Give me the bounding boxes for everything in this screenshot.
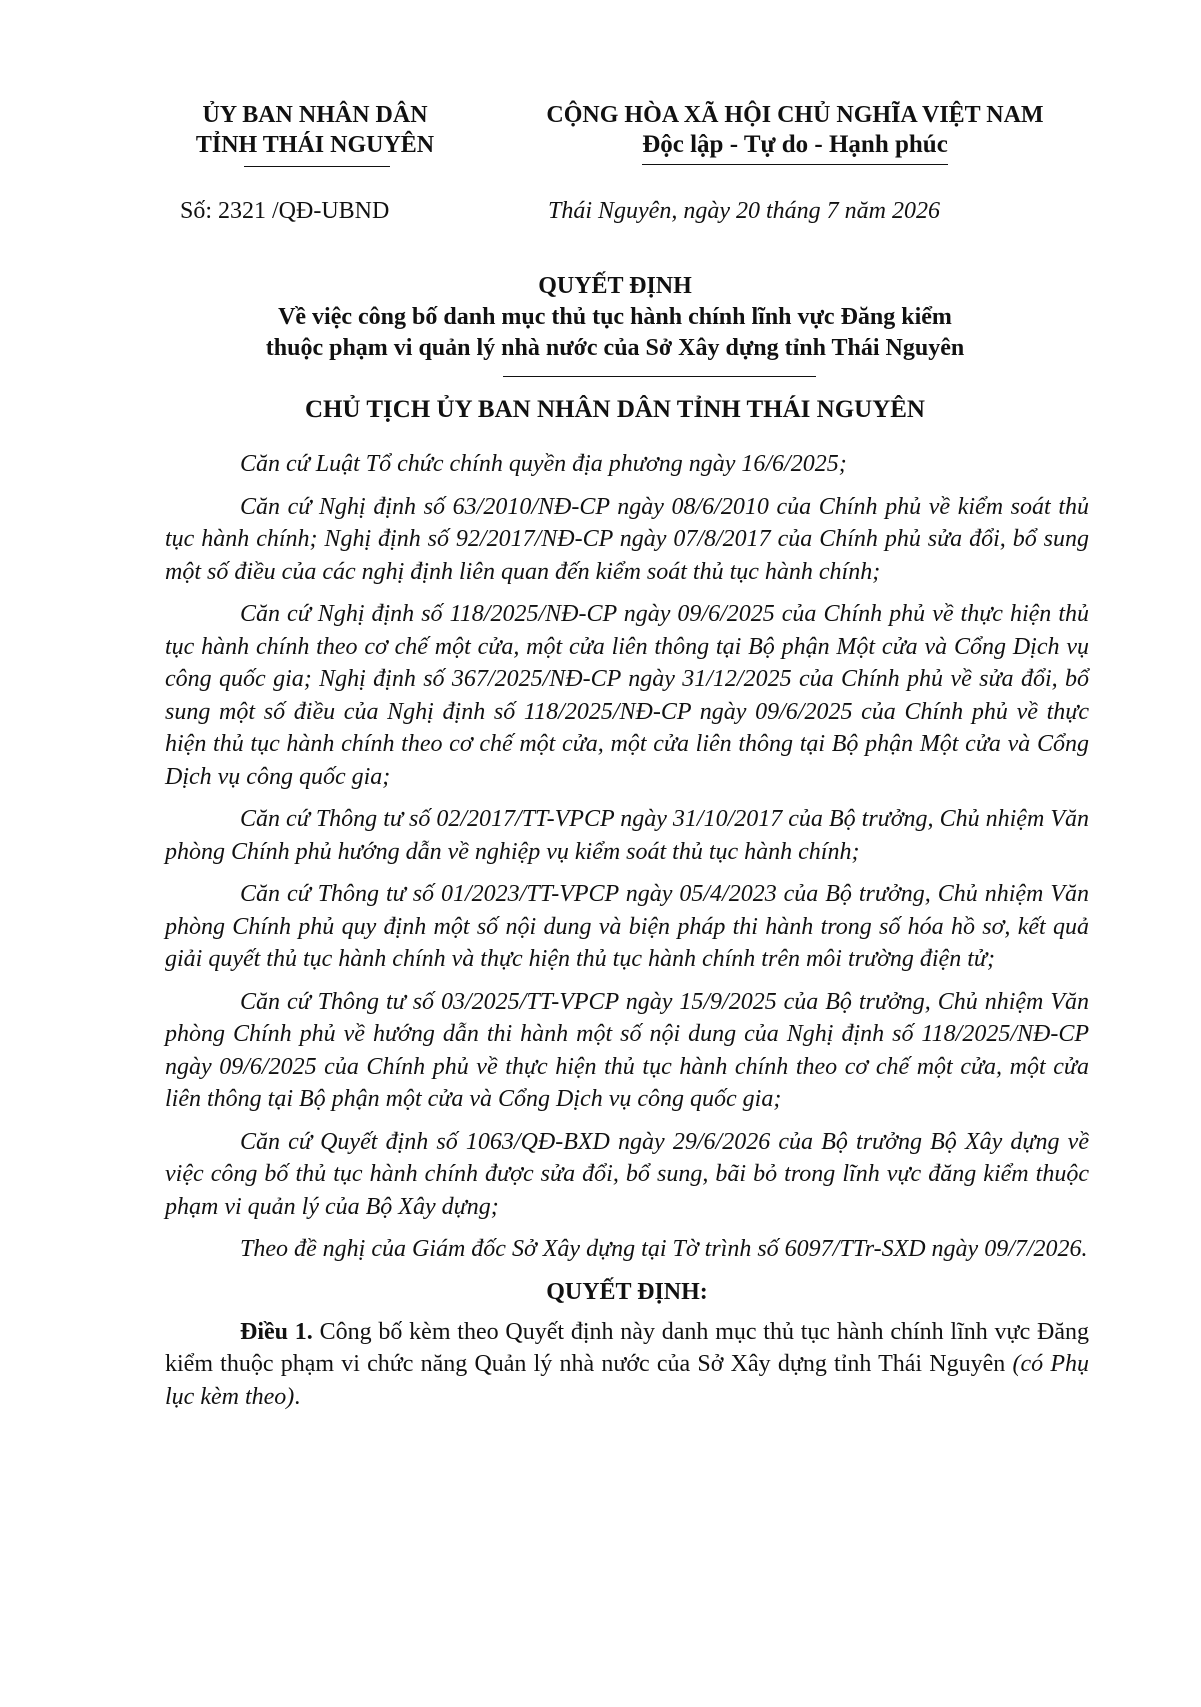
preamble-paragraph: Theo đề nghị của Giám đốc Sở Xây dựng tại Tờ trình số 6097/TTr-SXD ngày 09/7/2026.	[240, 1236, 1088, 1262]
preamble-paragraph: Căn cứ Luật Tổ chức chính quyền địa phương ngày 16/6/2025;	[240, 451, 847, 477]
article-1	[165, 1316, 1089, 1414]
preamble-paragraph: Căn cứ Nghị định số 63/2010/NĐ-CP ngày 08/6/2010 của Chính phủ về kiểm soát thủ tục hành chính; Nghị định số 92/2017/NĐ-CP ngày 07/8/2017 của Chính phủ sửa đổi, bổ sung một số điều của các nghị định liên quan đến kiểm soát thủ tục hành chính;	[165, 493, 1089, 585]
decision-body	[165, 448, 1089, 1423]
preamble-paragraph: Căn cứ Thông tư số 03/2025/TT-VPCP ngày 15/9/2025 của Bộ trưởng, Chủ nhiệm Văn phòng Chính phủ về hướng dẫn thi hành một số nội dung của Nghị định số 118/2025/NĐ-CP ngày 09/6/2025 của Chính phủ về thực hiện thủ tục hành chính theo cơ chế một cửa, một cửa liên thông tại Bộ phận một cửa và Cổng Dịch vụ công quốc gia;	[165, 988, 1089, 1112]
title-underline	[503, 376, 816, 377]
article-1-end: .	[294, 1383, 301, 1410]
document-number: Số: 2321 /QĐ-UBND	[180, 198, 390, 224]
issuing-official-title: CHỦ TỊCH ỦY BAN NHÂN DÂN TỈNH THÁI NGUYÊN	[305, 396, 925, 423]
document-date: Thái Nguyên, ngày 20 tháng 7 năm 2026	[548, 198, 940, 224]
issuing-authority	[150, 100, 480, 160]
decision-subject-line-2: thuộc phạm vi quản lý nhà nước của Sở Xây dựng tỉnh Thái Nguyên	[265, 335, 965, 361]
authority-line-2: TỈNH THÁI NGUYÊN	[195, 132, 435, 158]
preamble-paragraph: Căn cứ Nghị định số 118/2025/NĐ-CP ngày 09/6/2025 của Chính phủ về thực hiện thủ tục hành chính theo cơ chế một cửa, một cửa liên thông tại Bộ phận Một cửa và Cổng Dịch vụ công quốc gia; Nghị định số 367/2025/NĐ-CP ngày 31/12/2025 của Chính phủ về sửa đổi, bổ sung một số điều của Nghị định số 118/2025/NĐ-CP ngày 09/6/2025 của Chính phủ về thực hiện thủ tục hành chính theo cơ chế một cửa, một cửa liên thông tại Bộ phận Một cửa và Cổng Dịch vụ công quốc gia;	[165, 601, 1089, 790]
country-name: CỘNG HÒA XÃ HỘI CHỦ NGHĨA VIỆT NAM	[546, 102, 1044, 128]
decision-heading: QUYẾT ĐỊNH	[538, 273, 692, 299]
authority-line-1: ỦY BAN NHÂN DÂN	[202, 102, 428, 128]
preamble-paragraph: Căn cứ Quyết định số 1063/QĐ-BXD ngày 29/6/2026 của Bộ trưởng Bộ Xây dựng về việc công bố thủ tục hành chính được sửa đổi, bổ sung, bãi bỏ trong lĩnh vực đăng kiểm thuộc phạm vi quản lý của Bộ Xây dựng;	[165, 1128, 1089, 1220]
preamble-paragraph: Căn cứ Thông tư số 01/2023/TT-VPCP ngày 05/4/2023 của Bộ trưởng, Chủ nhiệm Văn phòng Chính phủ quy định một số nội dung và biện pháp thi hành trong số hóa hồ sơ, kết quả giải quyết thủ tục hành chính và thực hiện thủ tục hành chính trên môi trường điện tử;	[165, 881, 1089, 972]
preamble-paragraph: Căn cứ Thông tư số 02/2017/TT-VPCP ngày 31/10/2017 của Bộ trưởng, Chủ nhiệm Văn phòng Chính phủ hướng dẫn về nghiệp vụ kiểm soát thủ tục hành chính;	[165, 806, 1089, 865]
article-1-note: (có Phụ lục kèm theo)	[165, 1351, 1090, 1410]
decision-title	[140, 271, 1090, 364]
decision-section-heading: QUYẾT ĐỊNH:	[546, 1278, 708, 1305]
national-heading	[505, 100, 1085, 165]
decision-subject-line-1: Về việc công bố danh mục thủ tục hành chính lĩnh vực Đăng kiểm	[278, 304, 952, 330]
national-motto: Độc lập - Tự do - Hạnh phúc	[642, 130, 948, 165]
article-1-label: Điều 1.	[240, 1318, 313, 1345]
authority-underline	[244, 166, 390, 167]
article-1-text: Công bố kèm theo Quyết định này danh mục thủ tục hành chính lĩnh vực Đăng kiểm thuộc phạm vi chức năng Quản lý nhà nước của Sở Xây dựng tỉnh Thái Nguyên	[165, 1318, 1089, 1377]
